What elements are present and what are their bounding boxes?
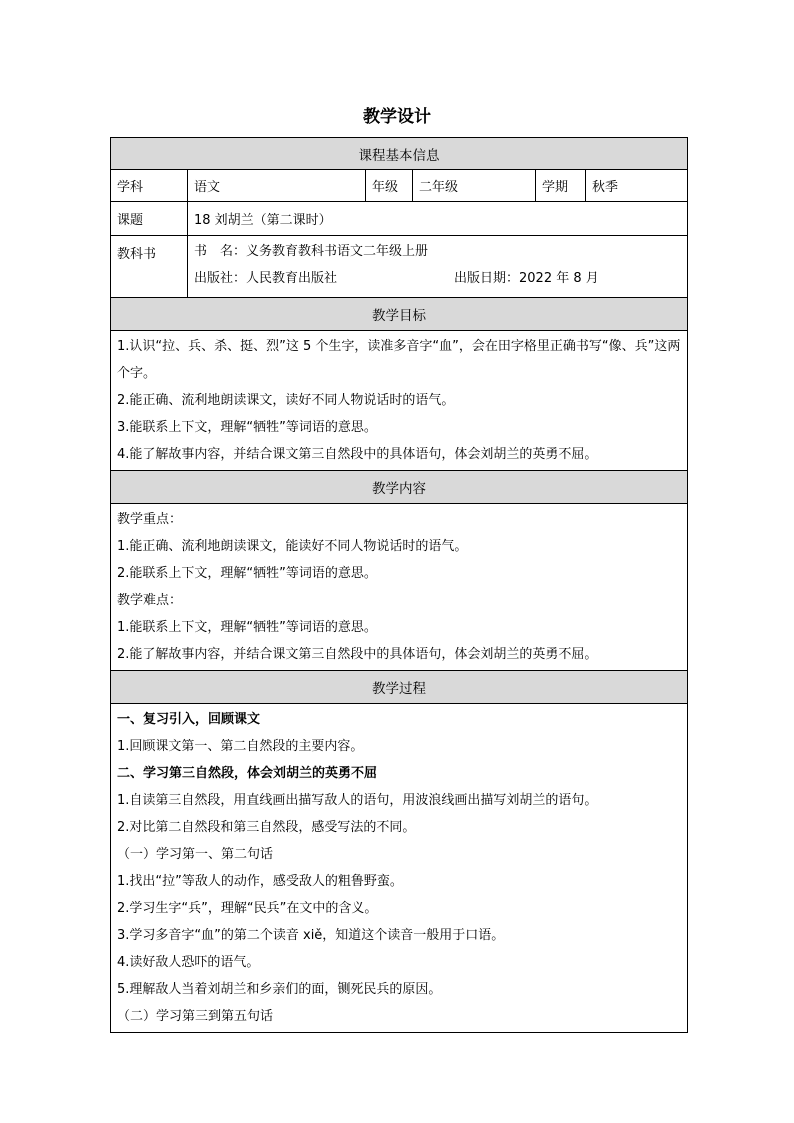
key-points-label: 教学重点： [117, 512, 183, 527]
key-point-item: 2.能联系上下文，理解“牺牲”等词语的意思。 [117, 566, 377, 581]
content-body [110, 504, 688, 671]
publisher-line [194, 265, 681, 292]
process-line: 2.对比第二自然段和第三自然段，感受写法的不同。 [117, 820, 416, 835]
process-line: 3.学习多音字“血”的第二个读音 xiě，知道这个读音一般用于口语。 [117, 928, 505, 943]
publish-date: 出版日期：2022 年 8 月 [454, 271, 599, 286]
term-value: 秋季 [585, 170, 687, 201]
objectives-body [110, 331, 688, 471]
textbook-info [187, 236, 687, 297]
book-name: 书 名：义务教育教科书语文二年级上册 [194, 244, 429, 259]
objective-item: 2.能正确、流利地朗读课文，读好不同人物说话时的语气。 [117, 393, 455, 408]
publisher: 出版社：人民教育出版社 [194, 271, 338, 286]
subject-value: 语文 [187, 170, 365, 201]
lesson-label: 课题 [117, 213, 144, 228]
objective-item: 3.能联系上下文，理解“牺牲”等词语的意思。 [117, 420, 377, 435]
process-line: （一）学习第一、第二句话 [117, 847, 274, 862]
objectives-header: 教学目标 [110, 298, 688, 331]
process-body [110, 704, 688, 1033]
process-section-heading: 二、学习第三自然段，体会刘胡兰的英勇不屈 [117, 766, 378, 781]
difficult-point-item: 1.能联系上下文，理解“牺牲”等词语的意思。 [117, 620, 377, 635]
subject-label: 学科 [117, 180, 144, 195]
difficult-points-label: 教学难点： [117, 593, 183, 608]
lesson-plan-table [110, 137, 688, 1033]
textbook-row [110, 236, 688, 298]
objective-item: 1.认识“拉、兵、杀、挺、烈”这 5 个生字，读准多音字“血”，会在田字格里正确书写“像、兵”这两个字。 [117, 339, 681, 381]
grade-label: 年级 [365, 170, 412, 201]
term-label: 学期 [535, 170, 585, 201]
process-header: 教学过程 [110, 671, 688, 704]
basic-info-header: 课程基本信息 [110, 137, 688, 170]
lesson-value: 18 刘胡兰（第二课时） [187, 202, 687, 235]
process-line: 1.找出“拉”等敌人的动作，感受敌人的粗鲁野蛮。 [117, 874, 403, 889]
document-title: 教学设计 [363, 107, 431, 127]
process-section-heading: 一、复习引入，回顾课文 [117, 712, 261, 727]
textbook-label: 教科书 [117, 247, 157, 262]
grade-value: 二年级 [412, 170, 535, 201]
process-line: 5.理解敌人当着刘胡兰和乡亲们的面，铡死民兵的原因。 [117, 982, 442, 997]
difficult-point-item: 2.能了解故事内容，并结合课文第三自然段中的具体语句，体会刘胡兰的英勇不屈。 [117, 647, 598, 662]
lesson-row [110, 202, 688, 236]
process-line: 1.自读第三自然段，用直线画出描写敌人的语句，用波浪线画出描写刘胡兰的语句。 [117, 793, 598, 808]
objective-item: 4.能了解故事内容，并结合课文第三自然段中的具体语句，体会刘胡兰的英勇不屈。 [117, 447, 598, 462]
process-line: 2.学习生字“兵”，理解“民兵”在文中的含义。 [117, 901, 378, 916]
content-header: 教学内容 [110, 471, 688, 504]
process-line: 1.回顾课文第一、第二自然段的主要内容。 [117, 739, 364, 754]
subject-row [110, 170, 688, 202]
process-line: （二）学习第三到第五句话 [117, 1009, 274, 1024]
key-point-item: 1.能正确、流利地朗读课文，能读好不同人物说话时的语气。 [117, 539, 468, 554]
process-line: 4.读好敌人恐吓的语气。 [117, 955, 260, 970]
